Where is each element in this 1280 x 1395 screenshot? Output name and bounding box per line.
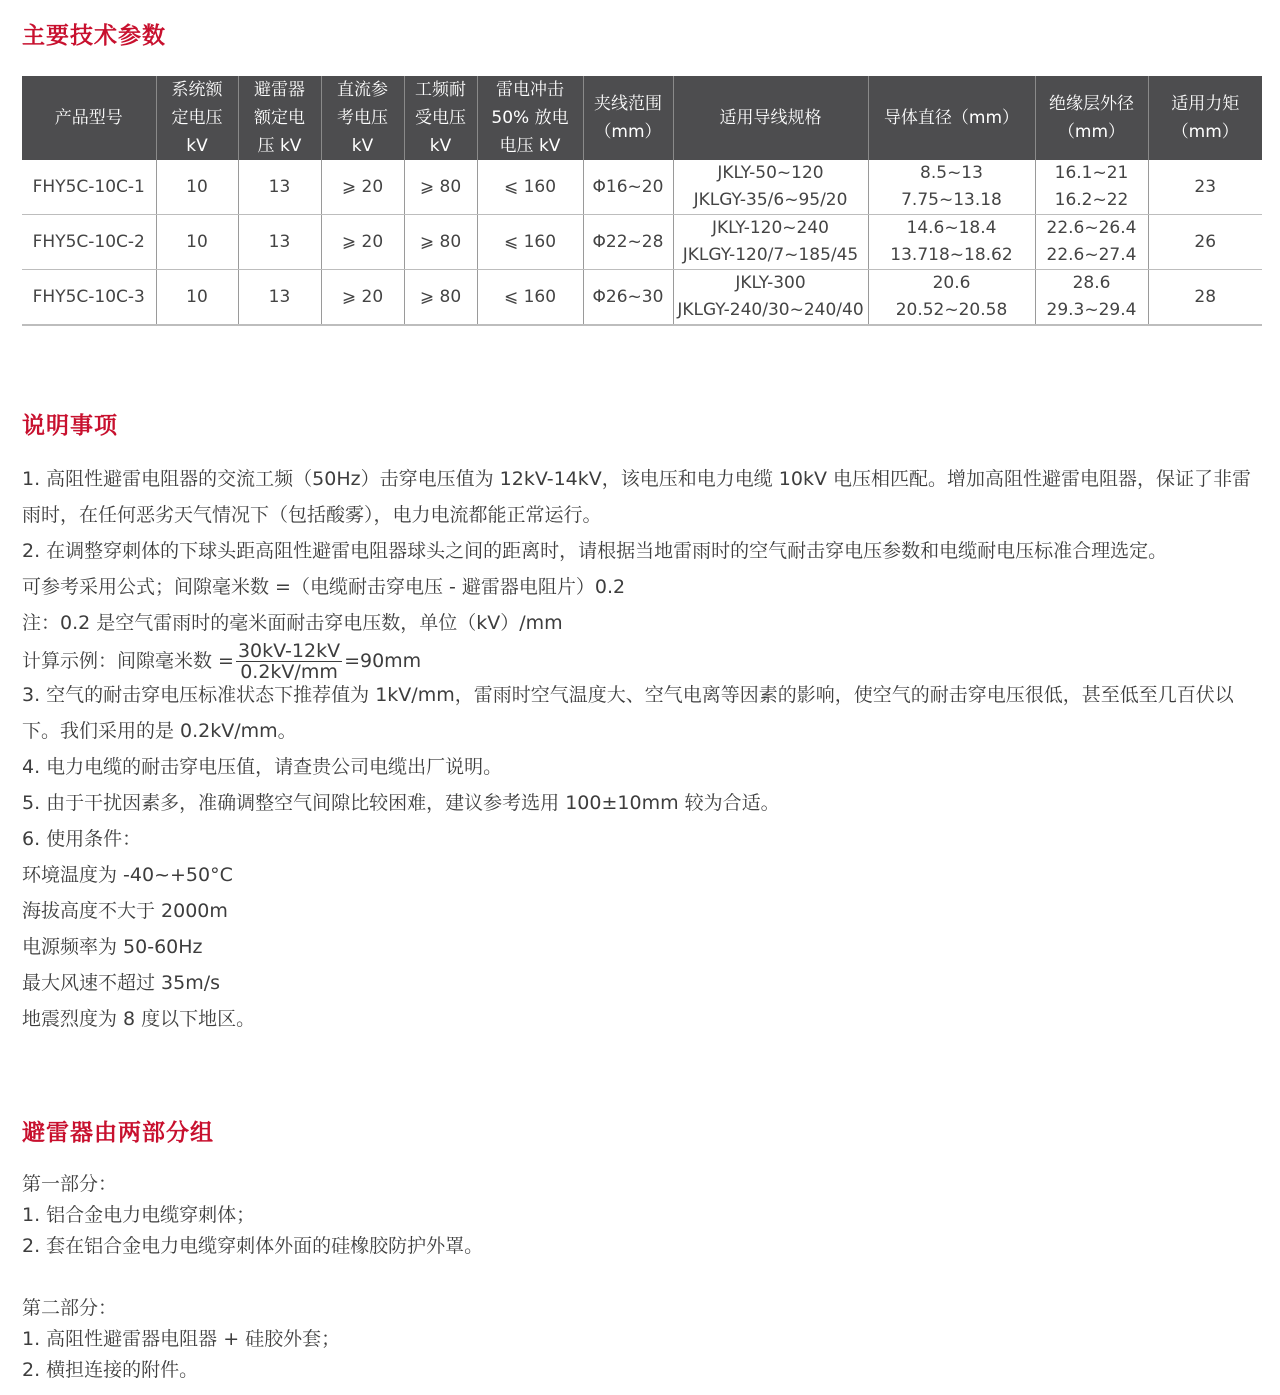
parts-block: [22, 1169, 1260, 1386]
part1-title: 第一部分：: [22, 1173, 118, 1195]
cell-dc-voltage: ⩾ 20: [321, 160, 404, 215]
condition-item: 环境温度为 -40~+50°C: [22, 864, 233, 886]
fraction-denominator: 0.2kV/mm: [240, 661, 338, 683]
cell-model: FHY5C-10C-1: [22, 160, 156, 215]
cell-clamp-range: Φ16~20: [583, 160, 673, 215]
table-header-row: [22, 76, 1262, 160]
header-lightning-impulse: 雷电冲击 50% 放电 电压 kV: [477, 76, 583, 160]
header-power-frequency-withstand: 工频耐 受电压 kV: [404, 76, 477, 160]
cell-dc-voltage: ⩾ 20: [321, 215, 404, 270]
cell-conductor-diameter: 8.5~13 7.75~13.18: [868, 160, 1035, 215]
cell-insulation-diameter: 16.1~21 16.2~22: [1035, 160, 1148, 215]
note-2: 2. 在调整穿刺体的下球头距高阻性避雷电阻器球头之间的距离时，请根据当地雷雨时的空气耐击穿电压参数和电缆耐电压标准合理选定。: [22, 540, 1168, 562]
section-title-notes: 说明事项: [22, 413, 118, 439]
cell-clamp-range: Φ26~30: [583, 270, 673, 326]
cell-model: FHY5C-10C-3: [22, 270, 156, 326]
cell-rated-voltage: 13: [238, 215, 321, 270]
condition-item: 海拔高度不大于 2000m: [22, 900, 228, 922]
cell-system-voltage: 10: [156, 215, 238, 270]
cell-clamp-range: Φ22~28: [583, 215, 673, 270]
spacer: [22, 1262, 1260, 1293]
cell-model: FHY5C-10C-2: [22, 215, 156, 270]
cell-impulse-voltage: ⩽ 160: [477, 160, 583, 215]
cell-rated-voltage: 13: [238, 160, 321, 215]
table-row: [22, 270, 1262, 326]
cell-insulation-diameter: 22.6~26.4 22.6~27.4: [1035, 215, 1148, 270]
header-conductor-diameter: 导体直径（mm）: [868, 76, 1035, 160]
header-model: 产品型号: [22, 76, 156, 160]
note-2-unit: 注：0.2 是空气雷雨时的毫米面耐击穿电压数，单位（kV）/mm: [22, 612, 563, 634]
section-title-parts: 避雷器由两部分组: [22, 1120, 214, 1146]
notes-block: [22, 461, 1260, 1037]
fraction-numerator: 30kV-12kV: [237, 640, 341, 662]
note-6: 6. 使用条件：: [22, 828, 142, 850]
note-1: 1. 高阻性避雷电阻器的交流工频（50Hz）击穿电压值为 12kV-14kV，该电压和电力电缆 10kV 电压相匹配。增加高阻性避雷电阻器，保证了非雷雨时，在任何恶劣天气情况下（包括酸雾），电力电流都能正常运行。: [22, 468, 1252, 526]
parameters-table: [22, 76, 1262, 326]
table-row: [22, 215, 1262, 270]
note-3: 3. 空气的耐击穿电压标准状态下推荐值为 1kV/mm，雷雨时空气温度大、空气电离等因素的影响，使空气的耐击穿电压很低，甚至低至几百伏以下。我们采用的是 0.2kV/mm。: [22, 684, 1234, 742]
fraction: [236, 641, 342, 682]
part1-item: 1. 铝合金电力电缆穿刺体；: [22, 1204, 256, 1226]
cell-impulse-voltage: ⩽ 160: [477, 270, 583, 326]
cell-dc-voltage: ⩾ 20: [321, 270, 404, 326]
cell-conductor-diameter: 14.6~18.4 13.718~18.62: [868, 215, 1035, 270]
part2-title: 第二部分：: [22, 1297, 118, 1319]
cell-system-voltage: 10: [156, 270, 238, 326]
calculation-example: 计算示例：间隙毫米数 = $\frac{30kV-12kV}{0.2kV/mm}$ =90mm: [22, 640, 422, 683]
cell-pf-voltage: ⩾ 80: [404, 215, 477, 270]
header-dc-reference-voltage: 直流参 考电压 kV: [321, 76, 404, 160]
cell-torque: 28: [1148, 270, 1262, 326]
part2-item: 1. 高阻性避雷器电阻器 + 硅胶外套；: [22, 1328, 341, 1350]
header-torque: 适用力矩 （mm）: [1148, 76, 1262, 160]
cell-pf-voltage: ⩾ 80: [404, 160, 477, 215]
cell-pf-voltage: ⩾ 80: [404, 270, 477, 326]
header-system-voltage: 系统额 定电压 kV: [156, 76, 238, 160]
section-title-parameters: 主要技术参数: [22, 23, 166, 49]
cell-system-voltage: 10: [156, 160, 238, 215]
header-insulation-diameter: 绝缘层外径 （mm）: [1035, 76, 1148, 160]
condition-item: 地震烈度为 8 度以下地区。: [22, 1008, 256, 1030]
cell-torque: 26: [1148, 215, 1262, 270]
condition-item: 最大风速不超过 35m/s: [22, 972, 221, 994]
table-row: [22, 160, 1262, 215]
note-2-formula: 可参考采用公式；间隙毫米数 =（电缆耐击穿电压 - 避雷器电阻片）0.2: [22, 576, 626, 598]
cell-insulation-diameter: 28.6 29.3~29.4: [1035, 270, 1148, 326]
part1-item: 2. 套在铝合金电力电缆穿刺体外面的硅橡胶防护外罩。: [22, 1235, 484, 1257]
cell-conductor-spec: JKLY-120~240 JKLGY-120/7~185/45: [673, 215, 868, 270]
note-5: 5. 由于干扰因素多，准确调整空气间隙比较困难，建议参考选用 100±10mm 较为合适。: [22, 792, 780, 814]
cell-conductor-spec: JKLY-50~120 JKLGY-35/6~95/20: [673, 160, 868, 215]
cell-rated-voltage: 13: [238, 270, 321, 326]
cell-impulse-voltage: ⩽ 160: [477, 215, 583, 270]
cell-conductor-diameter: 20.6 20.52~20.58: [868, 270, 1035, 326]
part2-item: 2. 横担连接的附件。: [22, 1359, 199, 1381]
condition-item: 电源频率为 50-60Hz: [22, 936, 203, 958]
cell-conductor-spec: JKLY-300 JKLGY-240/30~240/40: [673, 270, 868, 326]
header-rated-voltage: 避雷器 额定电 压 kV: [238, 76, 321, 160]
header-conductor-spec: 适用导线规格: [673, 76, 868, 160]
note-4: 4. 电力电缆的耐击穿电压值，请查贵公司电缆出厂说明。: [22, 756, 503, 778]
header-clamp-range: 夹线范围 （mm）: [583, 76, 673, 160]
cell-torque: 23: [1148, 160, 1262, 215]
